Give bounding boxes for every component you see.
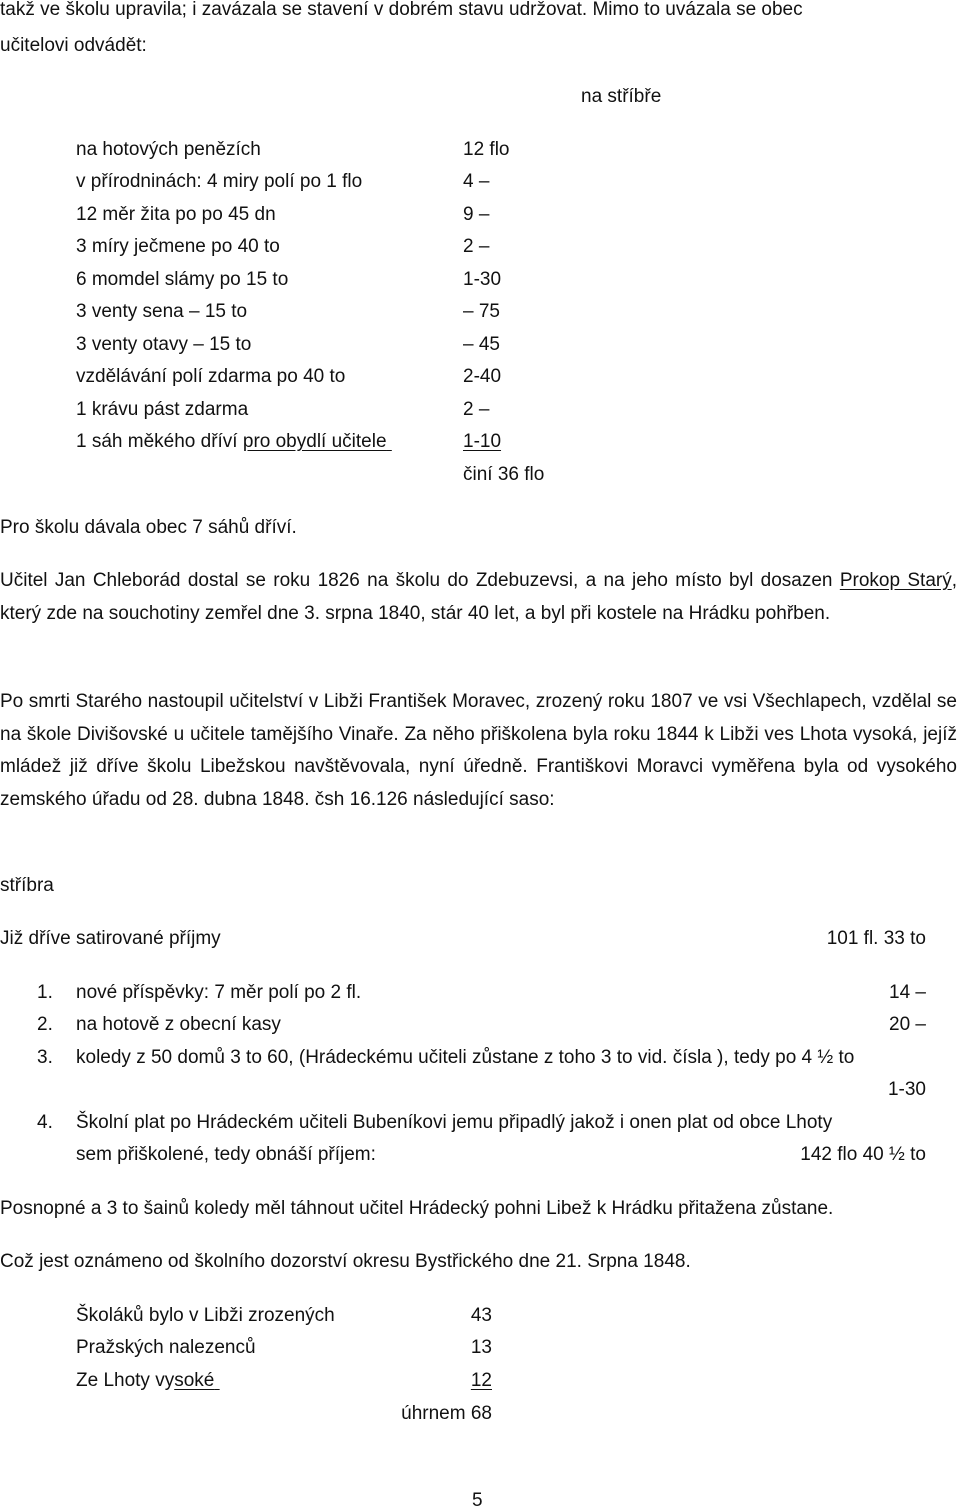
income-value: 2 –: [463, 399, 490, 420]
pupils-value: 12: [470, 1370, 492, 1391]
income-value: 2-40: [463, 366, 502, 387]
prior-income-value: 101 fl. 33 to: [826, 928, 926, 949]
income-label: 3 míry ječmene po 40 to: [76, 236, 280, 257]
list-item-text: nové příspěvky: 7 měr polí po 2 fl.: [76, 982, 362, 1003]
pupils-label: Ze Lhoty vysoké: [76, 1370, 215, 1391]
pupils-label: Pražských nalezenců: [76, 1337, 256, 1358]
income-label: 12 měr žita po po 45 dn: [76, 204, 276, 225]
paragraph-announcement: Což jest oznámeno od školního dozorství okresu Bystřického dne 21. Srpna 1848.: [0, 1251, 691, 1272]
pupils-value: 13: [470, 1337, 492, 1358]
income-value: 2 –: [463, 236, 490, 257]
list-number: 1.: [37, 982, 53, 1003]
list-item-value: 1-30: [887, 1079, 926, 1100]
income-label: v přírodninách: 4 miry polí po 1 flo: [76, 171, 363, 192]
income-label: vzdělávání polí zdarma po 40 to: [76, 366, 346, 387]
income-label: 6 momdel slámy po 15 to: [76, 269, 289, 290]
silver-heading: na stříbře: [581, 86, 662, 107]
pupils-total: úhrnem 68: [401, 1403, 492, 1424]
list-number: 3.: [37, 1047, 53, 1068]
intro-line-1: takž ve školu upravila; i zavázala se stavení v dobrém stavu udržovat. Mimo to uvázala se obec: [0, 0, 803, 20]
income-value: 1-30: [463, 269, 502, 290]
list-item-text: koledy z 50 domů 3 to 60, (Hrádeckému učiteli zůstane z toho 3 to vid. čísla ), tedy po 4 ½ to: [76, 1047, 855, 1068]
income-label: 1 sáh měkého dříví pro obydlí učitele: [76, 431, 387, 452]
list-number: 2.: [37, 1014, 53, 1035]
wood-note: Pro školu dávala obec 7 sáhů dříví.: [0, 517, 297, 538]
list-item-text: sem přiškolené, tedy obnáší příjem:: [76, 1144, 376, 1165]
income-label: 1 krávu pást zdarma: [76, 399, 249, 420]
income-value: – 75: [463, 301, 500, 322]
income-label: 3 venty otavy – 15 to: [76, 334, 252, 355]
list-number: 4.: [37, 1112, 53, 1133]
list-item-text: Školní plat po Hrádeckém učiteli Bubeníkovi jemu připadlý jakož i onen plat od obce Lhoty: [76, 1112, 833, 1133]
income-value: – 45: [463, 334, 500, 355]
paragraph-teachers: Učitel Jan Chleborád dostal se roku 1826 na školu do Zdebuzevsi, a na jeho místo byl dosazen Prokop Starý, který zde na souchotiny zemřel dne 3. srpna 1840, stár 40 let, a byl při kostele na Hrádku pohřben.: [0, 570, 957, 624]
pupils-label: Školáků bylo v Libži zrozených: [76, 1305, 335, 1326]
page-number: 5: [472, 1490, 483, 1511]
intro-line-2: učitelovi odvádět:: [0, 35, 147, 56]
income-value: 9 –: [463, 204, 490, 225]
income-label: na hotových penězích: [76, 139, 261, 160]
list-item-value: 20 –: [889, 1014, 926, 1035]
prior-income-label: Již dříve satirované příjmy: [0, 928, 221, 949]
silver-label: stříbra: [0, 875, 54, 896]
paragraph-posnopne: Posnopné a 3 to šainů koledy měl táhnout učitel Hrádecký pohni Libež k Hrádku přitažena zůstane.: [0, 1198, 834, 1219]
income-value: 12 flo: [463, 139, 510, 160]
income-total: činí 36 flo: [463, 464, 545, 485]
pupils-value: 43: [470, 1305, 492, 1326]
list-item-value: 14 –: [889, 982, 926, 1003]
income-value: 1-10: [463, 431, 502, 452]
list-item-value: 142 flo 40 ½ to: [800, 1144, 926, 1165]
paragraph-moravec: Po smrti Starého nastoupil učitelství v Libži František Moravec, zrozený roku 1807 ve vsi Všechlapech, vzdělal se na škole Divišovské u učitele tamějšího Vinaře. Za něho přiškolena byla roku 1844 k Libži ves Lhota vysoká, jejíž mládež již dříve školu Libežskou navštěvovala, nyní úředně. Františkovi Moravci vyměřena byla od vysokého zemského úřadu od 28. dubna 1848. čsh 16.126 následující saso:: [0, 691, 957, 810]
list-item-text: na hotově z obecní kasy: [76, 1014, 281, 1035]
income-value: 4 –: [463, 171, 490, 192]
income-label: 3 venty sena – 15 to: [76, 301, 248, 322]
